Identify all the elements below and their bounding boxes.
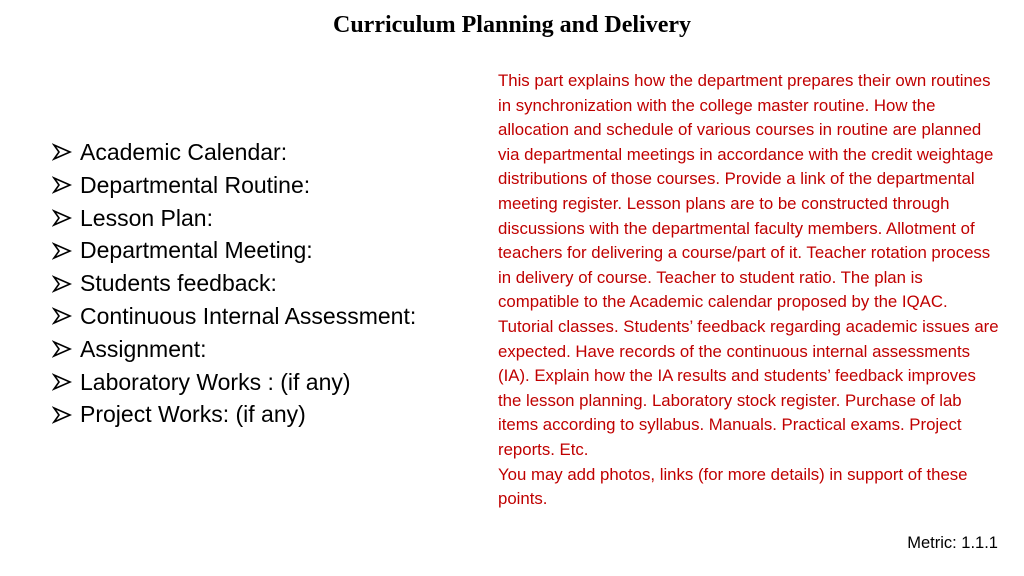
list-item <box>52 234 416 267</box>
page-title: Curriculum Planning and Delivery <box>332 12 692 38</box>
arrow-bullet-icon <box>52 241 72 261</box>
arrow-bullet-icon <box>52 208 72 228</box>
list-item-label: Project Works: (if any) <box>80 401 306 428</box>
metric-label: Metric: 1.1.1 <box>907 534 998 552</box>
bullet-list <box>52 136 416 431</box>
arrow-bullet-icon <box>52 372 72 392</box>
list-item-label: Continuous Internal Assessment: <box>80 302 417 329</box>
arrow-bullet-icon <box>52 405 72 425</box>
list-item <box>52 366 416 399</box>
list-item-label: Students feedback: <box>80 270 277 297</box>
list-item <box>52 398 416 431</box>
list-item-label: Lesson Plan: <box>80 204 213 231</box>
list-item <box>52 202 416 235</box>
list-item-label: Departmental Routine: <box>80 171 311 198</box>
description-note: You may add photos, links (for more details) in support of these points. <box>498 464 968 509</box>
description-paragraph: This part explains how the department prepares their own routines in synchronization with the college master routine. How the allocation and schedule of various courses in routine are planned via departmental meetings in accordance with the credit weightage distributions of those courses. Provide a link of the departmental meeting register. Lesson plans are to be constructed through discussions with the departmental faculty members. Allotment of teachers for delivering a course/part of it. Teacher rotation process in delivery of course. Teacher to student ratio. The plan is compatible to the Academic calendar proposed by the IQAC. Tutorial classes. Students’ feedback regarding academic issues are expected. Have records of the continuous internal assessments (IA). Explain how the IA results and students’ feedback improves the lesson planning. Laboratory stock register. Purchase of lab items according to syllabus. Manuals. Practical exams. Project reports. Etc. <box>498 71 999 459</box>
arrow-bullet-icon <box>52 142 72 162</box>
arrow-bullet-icon <box>52 306 72 326</box>
arrow-bullet-icon <box>52 175 72 195</box>
description-block <box>498 69 1002 512</box>
list-item-label: Academic Calendar: <box>80 139 288 165</box>
list-item <box>52 333 416 366</box>
arrow-bullet-icon <box>52 274 72 294</box>
list-item <box>52 267 416 300</box>
arrow-bullet-icon <box>52 339 72 359</box>
list-item-label: Laboratory Works : (if any) <box>80 368 351 395</box>
list-item <box>52 136 416 169</box>
list-item <box>52 300 416 333</box>
list-item-label: Assignment: <box>80 335 207 362</box>
list-item-label: Departmental Meeting: <box>80 237 313 264</box>
list-item <box>52 169 416 202</box>
